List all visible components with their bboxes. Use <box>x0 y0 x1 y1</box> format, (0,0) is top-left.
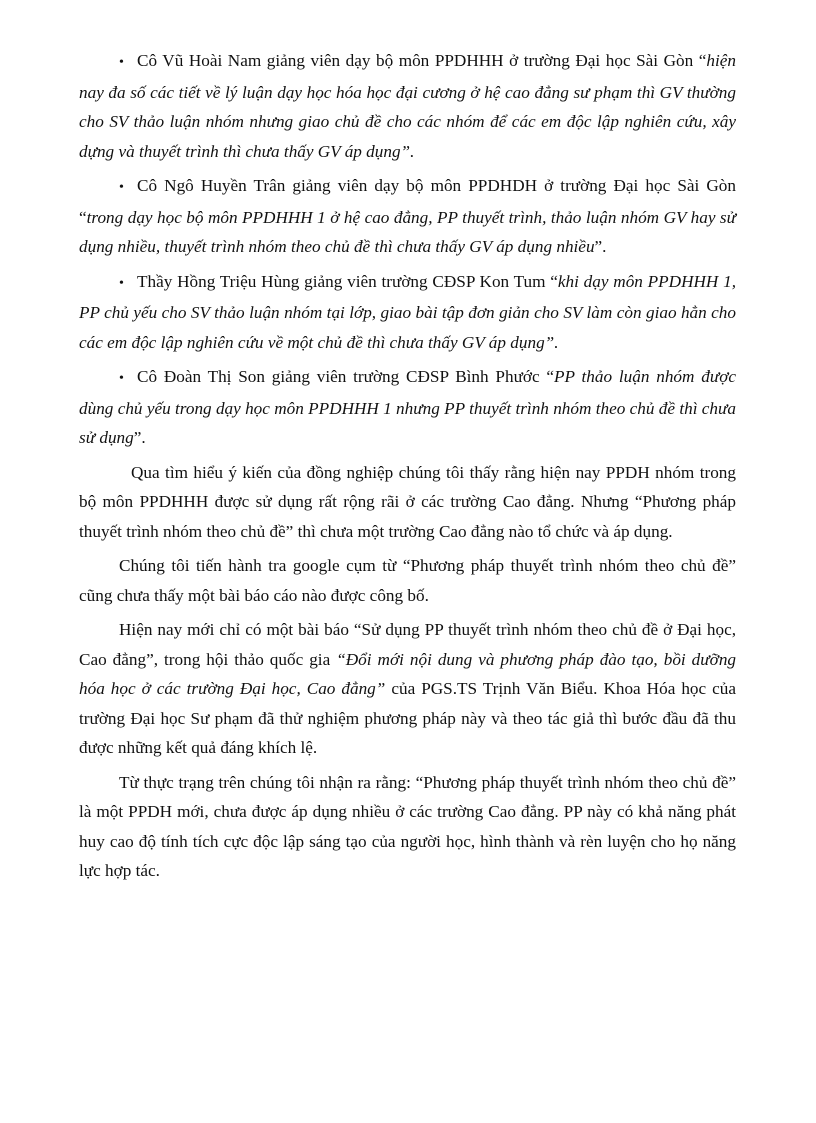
bullet-icon: • <box>119 371 124 386</box>
article-text-after: của PGS.TS Trịnh Văn Biểu. Khoa Hóa học của trường Đại học Sư phạm đã thử nghiệm phương pháp này và theo tác giả thì bước đầu đã thu được những kết quả đáng khích lệ. <box>79 679 736 757</box>
bullet-item-ngo-huyen-tran <box>79 171 736 262</box>
paragraph-colleague-opinions: Qua tìm hiểu ý kiến của đồng nghiệp chúng tôi thấy rằng hiện nay PPDH nhóm trong bộ môn PPDHHH được sử dụng rất rộng rãi ở các trường Cao đẳng. Nhưng “Phương pháp thuyết trình nhóm theo chủ đề” thì chưa một trường Cao đẳng nào tổ chức và áp dụng. <box>79 462 736 541</box>
bullet-quote: PP thảo luận nhóm được dùng chủ yếu trong dạy học môn PPDHHH 1 nhưng PP thuyết trình nhóm theo chủ đề thì chưa sử dụng <box>79 367 737 447</box>
article-text-before: Hiện nay mới chỉ có một bài báo “Sử dụng PP thuyết trình nhóm theo chủ đề ở Đại học, Cao đẳng”, trong hội thảo quốc gia <box>79 620 736 669</box>
bullet-tail: ”. <box>133 428 146 447</box>
bullet-icon: • <box>119 275 124 291</box>
bullet-intro: Cô Vũ Hoài Nam giảng viên dạy bộ môn PPDHHH ở trường Đại học Sài Gòn “ <box>137 51 707 70</box>
bullet-intro: Cô Ngô Huyền Trân giảng viên dạy bộ môn PPDHDH ở trường Đại học Sài Gòn “ <box>79 176 736 227</box>
bullet-quote: khi dạy môn PPDHHH 1, PP chủ yếu cho SV thảo luận nhóm tại lớp, giao bài tập đơn giản cho SV làm còn giao hẳn cho các em độc lập nghiên cứu về một chủ đề thì chưa thấy GV áp dụng”. <box>79 271 736 352</box>
bullet-item-doan-thi-son <box>79 362 736 453</box>
bullet-item-hong-trieu-hung <box>79 267 736 358</box>
bullet-intro: Thầy Hồng Triệu Hùng giảng viên trường CĐSP Kon Tum “ <box>137 271 558 291</box>
paragraph-existing-article <box>79 615 736 763</box>
bullet-quote: trong dạy học bộ môn PPDHHH 1 ở hệ cao đẳng, PP thuyết trình, thảo luận nhóm GV hay sử dụng nhiều, thuyết trình nhóm theo chủ đề thì chưa thấy GV áp dụng nhiều <box>79 207 736 256</box>
bullet-item-vu-hoai-nam <box>79 46 736 166</box>
bullet-intro: Cô Đoàn Thị Son giảng viên trường CĐSP Bình Phước “ <box>137 367 555 386</box>
bullet-quote: hiện nay đa số các tiết về lý luận dạy học hóa học đại cương ở hệ cao đẳng sư phạm thì GV thường cho SV thảo luận nhóm nhưng giao chủ đề cho các nhóm để các em độc lập nghiên cứu, xây dựng và thuyết trình thì chưa thấy GV áp dụng”. <box>79 51 736 161</box>
bullet-icon: • <box>119 180 124 195</box>
bullet-tail: ”. <box>594 237 607 256</box>
bullet-icon: • <box>119 55 124 70</box>
document-page <box>79 46 736 891</box>
paragraph-google-search: Chúng tôi tiến hành tra google cụm từ “Phương pháp thuyết trình nhóm theo chủ đề” cũng chưa thấy một bài báo cáo nào được công bố. <box>79 556 736 605</box>
conference-title: “Đổi mới nội dung và phương pháp đào tạo, bồi dưỡng hóa học ở các trường Đại học, Cao đẳng” <box>79 649 737 698</box>
paragraph-conclusion: Từ thực trạng trên chúng tôi nhận ra rằng: “Phương pháp thuyết trình nhóm theo chủ đề” là một PPDH mới, chưa được áp dụng nhiều ở các trường Cao đẳng. PP này có khả năng phát huy cao độ tính tích cực độc lập sáng tạo của người học, hình thành và rèn luyện cho họ năng lực hợp tác. <box>79 772 736 880</box>
